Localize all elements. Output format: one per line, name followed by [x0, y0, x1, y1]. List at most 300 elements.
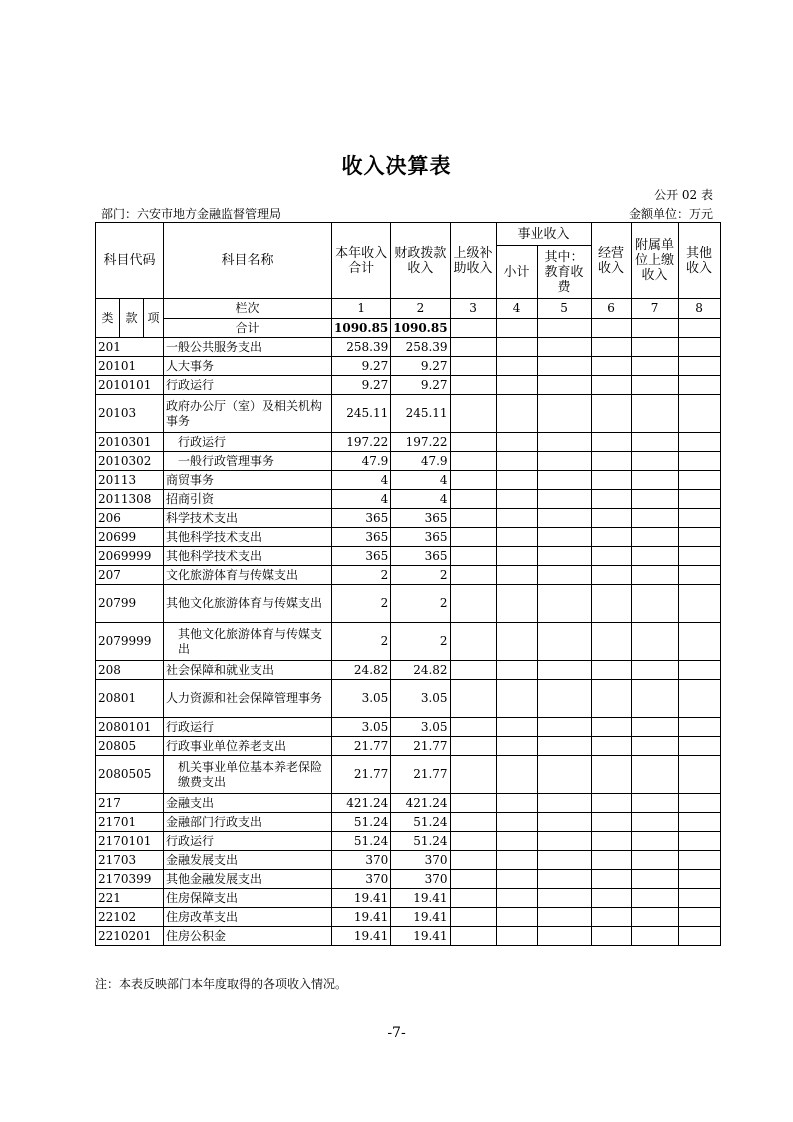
empty-cell	[591, 585, 631, 623]
row-total: 51.24	[332, 813, 391, 832]
table-row	[96, 680, 721, 718]
empty-cell	[537, 395, 591, 433]
row-name: 文化旅游体育与传媒支出	[164, 566, 332, 585]
row-name: 其他科学技术支出	[164, 547, 332, 566]
row-total: 421.24	[332, 794, 391, 813]
empty-cell	[496, 585, 537, 623]
department-label: 部门：六安市地方金融监督管理局	[101, 207, 282, 221]
empty-cell	[591, 471, 631, 490]
row-total: 370	[332, 870, 391, 889]
table-row	[96, 851, 721, 870]
empty-cell	[678, 680, 720, 718]
empty-cell	[678, 395, 720, 433]
table-row	[96, 585, 721, 623]
table-row	[96, 623, 721, 661]
row-fiscal: 197.22	[391, 433, 450, 452]
empty-cell	[450, 452, 496, 471]
empty-cell	[537, 433, 591, 452]
row-fiscal: 421.24	[391, 794, 450, 813]
row-name: 科学技术支出	[164, 509, 332, 528]
empty-cell	[450, 471, 496, 490]
table-row	[96, 433, 721, 452]
empty-cell	[678, 870, 720, 889]
empty-cell	[591, 661, 631, 680]
empty-cell	[591, 813, 631, 832]
empty-cell	[631, 566, 678, 585]
empty-cell	[678, 794, 720, 813]
table-row	[96, 908, 721, 927]
empty-cell	[591, 547, 631, 566]
empty-cell	[496, 490, 537, 509]
empty-cell	[537, 509, 591, 528]
row-code: 20113	[96, 471, 164, 490]
empty-cell	[678, 889, 720, 908]
empty-cell	[496, 851, 537, 870]
row-code: 2010301	[96, 433, 164, 452]
row-name: 行政事业单位养老支出	[164, 737, 332, 756]
row-fiscal: 21.77	[391, 756, 450, 794]
row-fiscal: 24.82	[391, 661, 450, 680]
empty-cell	[678, 718, 720, 737]
empty-cell	[591, 376, 631, 395]
row-total: 51.24	[332, 832, 391, 851]
empty-cell	[591, 680, 631, 718]
table-number: 公开 02 表	[654, 188, 713, 202]
row-fiscal: 47.9	[391, 452, 450, 471]
empty-cell	[537, 794, 591, 813]
row-name: 其他金融发展支出	[164, 870, 332, 889]
header-business: 事业收入	[496, 223, 591, 246]
row-fiscal: 365	[391, 547, 450, 566]
empty-cell	[591, 908, 631, 927]
row-code: 22102	[96, 908, 164, 927]
row-code: 207	[96, 566, 164, 585]
empty-cell	[496, 927, 537, 946]
row-name: 金融发展支出	[164, 851, 332, 870]
row-total: 3.05	[332, 680, 391, 718]
row-code: 20101	[96, 357, 164, 376]
empty-cell	[591, 851, 631, 870]
row-total: 21.77	[332, 737, 391, 756]
empty-cell	[631, 585, 678, 623]
row-total: 197.22	[332, 433, 391, 452]
row-code: 2170399	[96, 870, 164, 889]
empty-cell	[496, 623, 537, 661]
total-row	[96, 319, 721, 338]
empty-cell	[450, 908, 496, 927]
table-row	[96, 338, 721, 357]
empty-cell	[591, 509, 631, 528]
empty-cell	[537, 566, 591, 585]
empty-cell	[678, 927, 720, 946]
row-name: 住房公积金	[164, 927, 332, 946]
empty-cell	[678, 813, 720, 832]
row-total: 24.82	[332, 661, 391, 680]
empty-cell	[678, 490, 720, 509]
empty-cell	[496, 452, 537, 471]
row-fiscal: 3.05	[391, 718, 450, 737]
row-name: 商贸事务	[164, 471, 332, 490]
empty-cell	[450, 794, 496, 813]
empty-cell	[496, 376, 537, 395]
empty-cell	[591, 623, 631, 661]
empty-cell	[678, 547, 720, 566]
row-code: 20805	[96, 737, 164, 756]
row-fiscal: 4	[391, 471, 450, 490]
table-row	[96, 718, 721, 737]
table-row	[96, 528, 721, 547]
table-row	[96, 566, 721, 585]
row-total: 3.05	[332, 718, 391, 737]
table-row	[96, 889, 721, 908]
row-fiscal: 9.27	[391, 376, 450, 395]
header-subtotal: 小计	[496, 246, 537, 299]
empty-cell	[631, 813, 678, 832]
row-code: 2210201	[96, 927, 164, 946]
row-name: 其他文化旅游体育与传媒支出	[164, 623, 332, 661]
column-number-label: 栏次	[164, 299, 332, 319]
income-table	[95, 222, 721, 946]
empty-cell	[450, 585, 496, 623]
row-code: 2010101	[96, 376, 164, 395]
row-total: 2	[332, 623, 391, 661]
empty-cell	[537, 338, 591, 357]
col-number: 5	[537, 299, 591, 319]
row-total: 365	[332, 547, 391, 566]
empty-cell	[591, 338, 631, 357]
row-total: 245.11	[332, 395, 391, 433]
empty-cell	[537, 851, 591, 870]
table-row	[96, 547, 721, 566]
header-xiang: 项	[144, 299, 164, 338]
empty-cell	[450, 376, 496, 395]
table-row	[96, 490, 721, 509]
empty-cell	[450, 357, 496, 376]
empty-cell	[678, 737, 720, 756]
table-row	[96, 832, 721, 851]
table-row	[96, 737, 721, 756]
empty-cell	[591, 357, 631, 376]
row-code: 221	[96, 889, 164, 908]
empty-cell	[631, 452, 678, 471]
empty-cell	[591, 528, 631, 547]
row-code: 2079999	[96, 623, 164, 661]
empty-cell	[450, 851, 496, 870]
empty-cell	[678, 357, 720, 376]
empty-cell	[631, 528, 678, 547]
row-name: 招商引资	[164, 490, 332, 509]
empty-cell	[450, 395, 496, 433]
col-number: 2	[391, 299, 450, 319]
row-fiscal: 51.24	[391, 832, 450, 851]
col-number: 4	[496, 299, 537, 319]
row-code: 21701	[96, 813, 164, 832]
empty-cell	[678, 338, 720, 357]
empty-cell	[678, 908, 720, 927]
row-fiscal: 4	[391, 490, 450, 509]
header-operating: 经营收入	[591, 223, 631, 299]
row-fiscal: 2	[391, 585, 450, 623]
row-code: 208	[96, 661, 164, 680]
row-total: 19.41	[332, 908, 391, 927]
empty-cell	[591, 433, 631, 452]
empty-cell	[631, 908, 678, 927]
empty-cell	[591, 490, 631, 509]
row-fiscal: 365	[391, 509, 450, 528]
empty-cell	[537, 661, 591, 680]
empty-cell	[450, 566, 496, 585]
empty-cell	[496, 528, 537, 547]
empty-cell	[537, 718, 591, 737]
row-code: 20801	[96, 680, 164, 718]
header-fiscal: 财政拨款收入	[391, 223, 450, 299]
empty-cell	[450, 870, 496, 889]
empty-cell	[678, 471, 720, 490]
empty-cell	[678, 566, 720, 585]
footnote: 注：本表反映部门本年度取得的各项收入情况。	[95, 977, 348, 991]
header-education: 其中：教育收费	[537, 246, 591, 299]
empty-cell	[496, 566, 537, 585]
row-name: 金融部门行政支出	[164, 813, 332, 832]
row-total: 9.27	[332, 357, 391, 376]
row-total: 258.39	[332, 338, 391, 357]
table-row	[96, 661, 721, 680]
row-name: 其他文化旅游体育与传媒支出	[164, 585, 332, 623]
row-name: 政府办公厅（室）及相关机构事务	[164, 395, 332, 433]
table-row	[96, 395, 721, 433]
col-number: 3	[450, 299, 496, 319]
row-code: 2010302	[96, 452, 164, 471]
empty-cell	[591, 870, 631, 889]
row-name: 金融支出	[164, 794, 332, 813]
header-code: 科目代码	[96, 223, 164, 299]
empty-cell	[631, 376, 678, 395]
empty-cell	[591, 395, 631, 433]
row-fiscal: 19.41	[391, 889, 450, 908]
empty-cell	[537, 927, 591, 946]
empty-cell	[537, 452, 591, 471]
row-name: 住房改革支出	[164, 908, 332, 927]
empty-cell	[496, 908, 537, 927]
row-fiscal: 258.39	[391, 338, 450, 357]
empty-cell	[496, 338, 537, 357]
row-fiscal: 2	[391, 623, 450, 661]
empty-cell	[537, 357, 591, 376]
empty-cell	[450, 338, 496, 357]
row-total: 21.77	[332, 756, 391, 794]
table-row	[96, 794, 721, 813]
row-total: 4	[332, 490, 391, 509]
empty-cell	[631, 395, 678, 433]
empty-cell	[537, 870, 591, 889]
row-code: 2069999	[96, 547, 164, 566]
empty-cell	[450, 433, 496, 452]
col-number: 7	[631, 299, 678, 319]
empty-cell	[496, 433, 537, 452]
empty-cell	[450, 528, 496, 547]
row-fiscal: 370	[391, 870, 450, 889]
header-name: 科目名称	[164, 223, 332, 299]
empty-cell	[591, 566, 631, 585]
empty-cell	[591, 452, 631, 471]
row-name: 行政运行	[164, 376, 332, 395]
empty-cell	[496, 509, 537, 528]
empty-cell	[537, 737, 591, 756]
empty-cell	[537, 813, 591, 832]
row-code: 21703	[96, 851, 164, 870]
empty-cell	[537, 832, 591, 851]
row-total: 2	[332, 566, 391, 585]
empty-cell	[631, 756, 678, 794]
empty-cell	[537, 908, 591, 927]
empty-cell	[450, 547, 496, 566]
empty-cell	[631, 680, 678, 718]
row-code: 20799	[96, 585, 164, 623]
row-code: 2080505	[96, 756, 164, 794]
empty-cell	[591, 889, 631, 908]
row-fiscal: 19.41	[391, 908, 450, 927]
unit-label: 金额单位：万元	[628, 207, 713, 221]
row-fiscal: 51.24	[391, 813, 450, 832]
total-fiscal: 1090.85	[391, 319, 450, 338]
empty-cell	[450, 623, 496, 661]
empty-cell	[450, 927, 496, 946]
empty-cell	[591, 718, 631, 737]
empty-cell	[450, 737, 496, 756]
empty-cell	[591, 794, 631, 813]
empty-cell	[631, 794, 678, 813]
empty-cell	[678, 509, 720, 528]
row-code: 201	[96, 338, 164, 357]
empty-cell	[537, 680, 591, 718]
empty-cell	[678, 433, 720, 452]
empty-cell	[631, 547, 678, 566]
empty-cell	[591, 737, 631, 756]
table-row	[96, 509, 721, 528]
row-name: 机关事业单位基本养老保险缴费支出	[164, 756, 332, 794]
empty-cell	[631, 433, 678, 452]
row-total: 19.41	[332, 889, 391, 908]
row-name: 其他科学技术支出	[164, 528, 332, 547]
empty-cell	[450, 718, 496, 737]
row-name: 行政运行	[164, 718, 332, 737]
total-value: 1090.85	[332, 319, 391, 338]
row-code: 2080101	[96, 718, 164, 737]
page-title: 收入决算表	[341, 154, 452, 178]
empty-cell	[496, 832, 537, 851]
empty-cell	[631, 832, 678, 851]
empty-cell	[496, 870, 537, 889]
empty-cell	[496, 889, 537, 908]
empty-cell	[450, 832, 496, 851]
header-other: 其他收入	[678, 223, 720, 299]
empty-cell	[450, 490, 496, 509]
empty-cell	[678, 452, 720, 471]
empty-cell	[537, 490, 591, 509]
row-total: 19.41	[332, 927, 391, 946]
row-name: 一般公共服务支出	[164, 338, 332, 357]
empty-cell	[537, 471, 591, 490]
row-code: 20699	[96, 528, 164, 547]
empty-cell	[678, 661, 720, 680]
row-name: 住房保障支出	[164, 889, 332, 908]
empty-cell	[496, 471, 537, 490]
empty-cell	[496, 357, 537, 376]
empty-cell	[631, 338, 678, 357]
empty-cell	[450, 509, 496, 528]
empty-cell	[678, 376, 720, 395]
row-name: 人大事务	[164, 357, 332, 376]
row-name: 人力资源和社会保障管理事务	[164, 680, 332, 718]
table-row	[96, 376, 721, 395]
col-number: 1	[332, 299, 391, 319]
empty-cell	[591, 756, 631, 794]
row-total: 365	[332, 509, 391, 528]
row-fiscal: 21.77	[391, 737, 450, 756]
row-code: 2011308	[96, 490, 164, 509]
row-total: 365	[332, 528, 391, 547]
table-row	[96, 452, 721, 471]
empty-cell	[496, 395, 537, 433]
empty-cell	[591, 927, 631, 946]
empty-cell	[678, 585, 720, 623]
row-fiscal: 365	[391, 528, 450, 547]
row-name: 行政运行	[164, 832, 332, 851]
row-fiscal: 245.11	[391, 395, 450, 433]
empty-cell	[678, 832, 720, 851]
empty-cell	[450, 680, 496, 718]
empty-cell	[591, 832, 631, 851]
empty-cell	[496, 547, 537, 566]
row-fiscal: 19.41	[391, 927, 450, 946]
row-name: 一般行政管理事务	[164, 452, 332, 471]
empty-cell	[450, 756, 496, 794]
page-number: -7-	[387, 1025, 406, 1041]
col-number: 6	[591, 299, 631, 319]
table-row	[96, 471, 721, 490]
row-total: 2	[332, 585, 391, 623]
empty-cell	[450, 661, 496, 680]
col-number: 8	[678, 299, 720, 319]
row-total: 370	[332, 851, 391, 870]
row-fiscal: 9.27	[391, 357, 450, 376]
row-fiscal: 2	[391, 566, 450, 585]
empty-cell	[537, 528, 591, 547]
empty-cell	[537, 623, 591, 661]
empty-cell	[537, 585, 591, 623]
row-fiscal: 370	[391, 851, 450, 870]
empty-cell	[631, 737, 678, 756]
empty-cell	[450, 813, 496, 832]
table-row	[96, 813, 721, 832]
empty-cell	[678, 623, 720, 661]
total-label: 合计	[164, 319, 332, 338]
row-code: 206	[96, 509, 164, 528]
empty-cell	[631, 509, 678, 528]
table-row	[96, 870, 721, 889]
empty-cell	[631, 490, 678, 509]
row-code: 2170101	[96, 832, 164, 851]
table-row	[96, 927, 721, 946]
header-lei: 类	[96, 299, 120, 338]
empty-cell	[496, 756, 537, 794]
empty-cell	[496, 737, 537, 756]
row-total: 9.27	[332, 376, 391, 395]
empty-cell	[631, 718, 678, 737]
empty-cell	[678, 528, 720, 547]
empty-cell	[450, 889, 496, 908]
empty-cell	[631, 889, 678, 908]
